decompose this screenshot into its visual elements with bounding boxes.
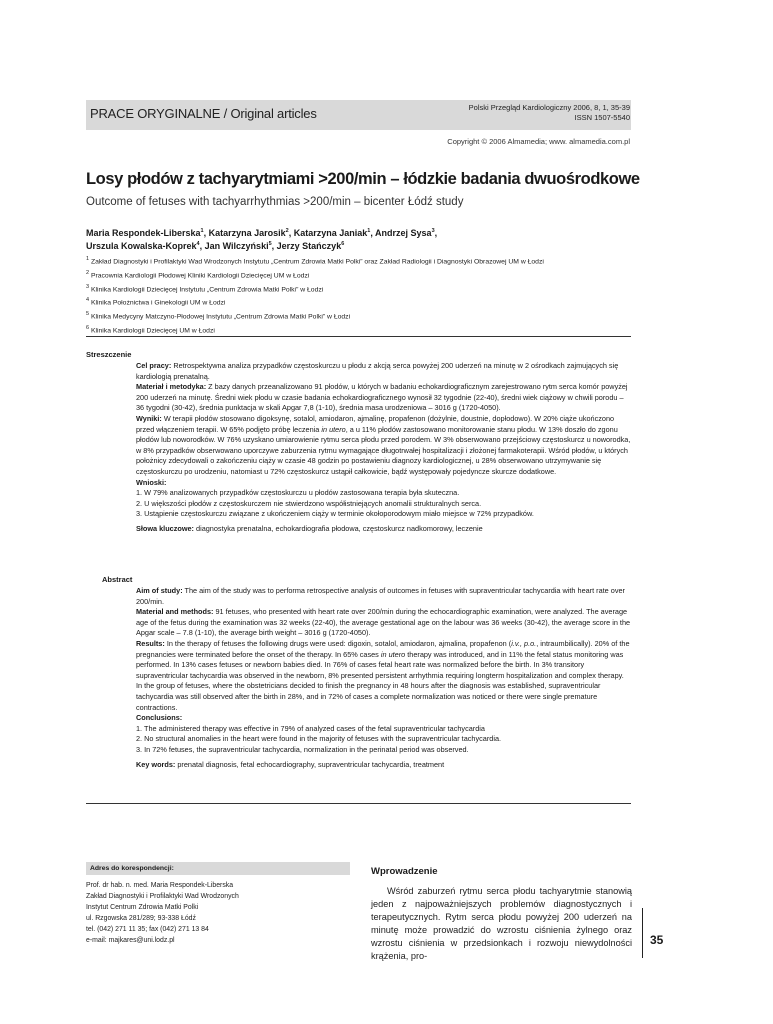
- pl-conclusions-label-line: [136, 478, 632, 489]
- author: Andrzej Sysa: [375, 228, 432, 238]
- correspondence-line: Instytut Centrum Zdrowia Matki Polki: [86, 904, 199, 911]
- pl-methods-text: Z bazy danych przeanalizowano 91 płodów, u których w badaniu echokardiograficznym zarejestrowano rytm serca komór powyżej 200 uderzeń na minutę. Średni wiek płodu w czasie badania echokardiograficznego wynosił 32 tygodnie (22-40), średni wiek ciążowy w chwili porodu – 36 tygodni (30-42), średnia punktacja w skali Apgar 7,8 (1-10), średnia masa urodzeniowa – 3016 g (1720-4050).: [136, 382, 628, 413]
- affiliation-text: Klinika Medycyny Matczyno-Płodowej Instytutu „Centrum Zdrowia Matki Polki” w Łodzi: [89, 313, 351, 321]
- author-separator: ,: [203, 228, 209, 238]
- affiliation-item: [86, 323, 636, 337]
- pl-results-text: , a u 11% płodów zastosowano monitorowanie stanu płodu. W 13% doszło do zgonu płodów lub noworodków. W 76% uzyskano umiarowienie rytmu serca płodu przed porodem. W 3% obserwowano przejściowy częstoskurcz u noworodka, w 8% przypadków obserwowano uporczywe zaburzenia rytmu wymagające długotrwałej hospitalizacji i złożonej farmakoterapii. Wśród płodów, u których położnicy zdecydowali o zakończeniu ciąży w czasie 48 godzin po postawieniu diagnozy kardiologicznej, u 28% obserwowano utrzymywanie się częstoskurczu po urodzeniu, natomiast u 72% częstoskurcz ustąpił całkowicie, bądź występowały pojedyncze skurcze dodatkowe.: [136, 424, 631, 476]
- journal-reference: [469, 103, 630, 123]
- copyright-line: Copyright © 2006 Almamedia; www. almamedia.com.pl: [447, 137, 630, 146]
- section-label: PRACE ORYGINALNE / Original articles: [90, 106, 317, 121]
- en-aim-label: Aim of study:: [136, 586, 183, 595]
- affiliation-number: 3: [86, 283, 90, 290]
- en-results-text: therapy was introduced, and in 11% the fetal status monitoring was performed. In 13% cases fetuses or newborn babies died. In 76% of cases fetal heart rate was normalized before the birth. In 3% transitory supraventricular tachycardia was observed in the newborn, 8% presented persistent arrhythmia requiring longterm hospitalization and complex therapy.: [136, 649, 624, 680]
- en-results-italic: i.v., p.o.: [511, 638, 537, 648]
- affiliation-number: 1: [86, 256, 90, 262]
- pl-methods-paragraph: [136, 382, 632, 414]
- pl-methods-label: Materiał i metodyka:: [136, 382, 207, 392]
- author: Jan Wilczyński: [204, 241, 269, 251]
- pl-aim-paragraph: [136, 361, 632, 382]
- affiliation-item: [86, 282, 636, 296]
- author: Maria Respondek-Liberska: [86, 228, 201, 238]
- en-methods-label: Material and methods:: [136, 607, 214, 617]
- pl-conclusion-item: 2. U większości płodów z częstoskurczem nie stwierdzono współistniejących anomalii strukturalnych serca.: [136, 498, 482, 508]
- page-number: 35: [650, 933, 664, 947]
- article-title-polish: Losy płodów z tachyarytmiami >200/min – łódzkie badania dwuośrodkowe: [86, 170, 640, 188]
- en-keywords-label: Key words:: [136, 759, 176, 769]
- affiliation-number: 5: [86, 311, 90, 318]
- correspondence-line: Prof. dr hab. n. med. Maria Respondek-Liberska: [86, 882, 234, 889]
- author-affiliation-mark: 1: [200, 228, 204, 234]
- correspondence-title: Adres do korespondencji:: [90, 865, 174, 872]
- author-affiliation-mark: 3: [431, 228, 435, 234]
- pl-results-text: W terapii płodów stosowano digoksynę, sotalol, amiodaron, ajmalinę, propafenon (dożylnie, doustnie, dopłodowo). W 20% ciąże ukończono przed włączeniem terapii. W 65% podjęto próbę leczenia: [136, 413, 615, 434]
- author-separator: ,: [370, 228, 376, 238]
- authors-line-2: [86, 241, 344, 251]
- abstract-label: Abstract: [102, 575, 133, 584]
- intro-body: [371, 885, 632, 963]
- en-results-italic: in utero: [380, 649, 406, 659]
- en-conclusions-label: Conclusions:: [136, 713, 183, 723]
- pl-keywords-label: Słowa kluczowe:: [136, 523, 194, 533]
- author-affiliation-mark: 2: [285, 228, 289, 234]
- pl-keywords-paragraph: [136, 524, 632, 535]
- affiliation-item: [86, 254, 636, 268]
- streszczenie-body: [136, 361, 632, 535]
- en-results-text: , intraumbilically). 20% of the pregnancies were terminated before the onset of the therapy. In 65% cases: [136, 638, 630, 659]
- authors-line-1: [86, 228, 437, 238]
- affiliation-text: Zakład Diagnostyki i Profilaktyki Wad Wrodzonych Instytutu „Centrum Zdrowia Matki Polki” oraz Zakład Radiologii i Diagnostyki Obrazowej UM w Łodzi: [89, 258, 544, 266]
- en-results-paragraph: [136, 639, 632, 681]
- correspondence-email: e-mail: majkares@uni.lodz.pl: [86, 937, 175, 944]
- author-affiliation-mark: 4: [196, 241, 200, 247]
- correspondence-address: [86, 880, 350, 946]
- pl-results-italic: in utero: [321, 424, 346, 434]
- pl-results-paragraph: [136, 414, 632, 478]
- pl-aim-text: Retrospektywna analiza przypadków częstoskurczu u płodu z akcją serca powyżej 200 uderzeń na minutę w 2 ośrodkach zajmujących się kardiologią prenatalną.: [136, 361, 619, 381]
- pl-keywords-text: diagnostyka prenatalna, echokardiografia płodowa, częstoskurcz nadkomorowy, leczenie: [193, 523, 483, 533]
- en-methods-text: 91 fetuses, who presented with heart rate over 200/min during the echocardiographic examination, were analyzed. The average age of the fetus during the examination was 32 weeks (22-40), the average gestational age on the labour was 36 weeks (30-42), the average score in the Apgar scale – 7.8 (1-10), the average birth weight – 3016 g (1720-4050).: [136, 607, 631, 638]
- affiliation-item: [86, 309, 636, 323]
- affiliation-text: Pracownia Kardiologii Płodowej Kliniki Kardiologii Dziecięcej UM w Łodzi: [89, 272, 310, 280]
- affiliation-text: Klinika Kardiologii Dziecięcej Instytutu „Centrum Zdrowia Matki Polki” w Łodzi: [89, 285, 324, 293]
- author-separator: ,: [271, 241, 277, 251]
- author: Jerzy Stańczyk: [276, 241, 342, 251]
- intro-heading: Wprowadzenie: [371, 866, 438, 877]
- affiliation-text: Klinika Położnictwa i Ginekologii UM w Łodzi: [89, 299, 226, 307]
- affiliations-list: [86, 254, 636, 337]
- streszczenie-label: Streszczenie: [86, 350, 132, 359]
- intro-paragraph: Wśród zaburzeń rytmu serca płodu tachyarytmie stanowią jeden z najpoważniejszych problemów diagnostycznych i terapeutycznych. Rytm serca płodu powyżej 200 uderzeń na minutę może prowadzić do wzrostu ciśnienia żylnego oraz wzrostu ciśnienia w przedsionkach i rozwoju niewydolności krążenia, pro-: [371, 886, 632, 961]
- author: Katarzyna Janiak: [293, 228, 368, 238]
- en-aim-text: The aim of the study was to performa retrospective analysis of outcomes in fetuses with supraventricular tachycardia with heart rate over 200/min.: [136, 586, 625, 606]
- author-affiliation-mark: 5: [268, 241, 272, 247]
- author-affiliation-mark: 6: [341, 241, 345, 247]
- pl-conclusions-label: Wnioski:: [136, 477, 167, 487]
- correspondence-line: tel. (042) 271 11 35; fax (042) 271 13 84: [86, 926, 209, 933]
- affiliation-number: 4: [86, 297, 90, 304]
- issn: ISSN 1507-5540: [574, 113, 630, 122]
- en-conclusion-item: 1. The administered therapy was effective in 79% of analyzed cases of the fetal supraventricular tachycardia: [136, 723, 485, 733]
- en-methods-paragraph: [136, 607, 632, 639]
- correspondence-line: Zakład Diagnostyki i Profilaktyki Wad Wrodzonych: [86, 893, 239, 900]
- journal-line: Polski Przegląd Kardiologiczny 2006, 8, 1, 35-39: [468, 103, 630, 112]
- en-keywords-paragraph: [136, 760, 632, 771]
- affiliation-text: Klinika Kardiologii Dziecięcej UM w Łodzi: [89, 327, 215, 335]
- author-separator: ,: [199, 241, 205, 251]
- page-number-rule: [642, 908, 643, 958]
- divider-rule: [86, 803, 631, 804]
- en-results-label: Results:: [136, 638, 165, 648]
- en-conclusions-label-line: [136, 713, 632, 724]
- en-conclusion-item: 2. No structural anomalies in the heart were found in the majority of fetuses with the supraventricular tachycardia.: [136, 734, 502, 744]
- abstract-body: [136, 586, 632, 770]
- author: Urszula Kowalska-Koprek: [86, 241, 197, 251]
- en-aim-paragraph: [136, 586, 632, 607]
- affiliation-item: [86, 295, 636, 309]
- author: Katarzyna Jarosik: [208, 228, 286, 238]
- pl-conclusion-item: 3. Ustąpienie częstoskurczu związane z ukończeniem ciąży w terminie okołoporodowym miało miejsce w 72% przypadków.: [136, 509, 534, 519]
- pl-conclusion-item: 1. W 79% analizowanych przypadków częstoskurczu u płodów zastosowana terapia była skuteczna.: [136, 488, 460, 498]
- en-results-continued: In the group of fetuses, where the obstetricians decided to finish the pregnancy in 48 hours after the diagnosis was established, supraventricular tachycardia was still observed after the birth in 28%, and in 72% of cases a complete normalization was noticed or there were single premature contractions.: [136, 681, 601, 712]
- correspondence-line: ul. Rzgowska 281/289; 93-338 Łódź: [86, 915, 196, 922]
- pl-aim-label: Cel pracy:: [136, 361, 172, 370]
- divider-rule: [86, 336, 631, 337]
- article-title-english: Outcome of fetuses with tachyarrhythmias >200/min – bicenter Łódź study: [86, 196, 464, 208]
- author-separator: ,: [288, 228, 294, 238]
- affiliation-number: 6: [86, 324, 90, 331]
- author-separator: ,: [434, 228, 438, 238]
- en-results-text: In the therapy of fetuses the following drugs were used: digoxin, sotalol, amiodaron, ajmalina, propafenon (: [164, 638, 512, 648]
- pl-results-label: Wyniki:: [136, 413, 162, 423]
- author-affiliation-mark: 1: [367, 228, 371, 234]
- affiliation-item: [86, 268, 636, 282]
- affiliation-number: 2: [86, 269, 90, 276]
- en-keywords-text: prenatal diagnosis, fetal echocardiography, supraventricular tachycardia, treatment: [175, 759, 445, 769]
- en-conclusion-item: 3. In 72% fetuses, the supraventricular tachycardia, normalization in the perinatal period was observed.: [136, 744, 469, 754]
